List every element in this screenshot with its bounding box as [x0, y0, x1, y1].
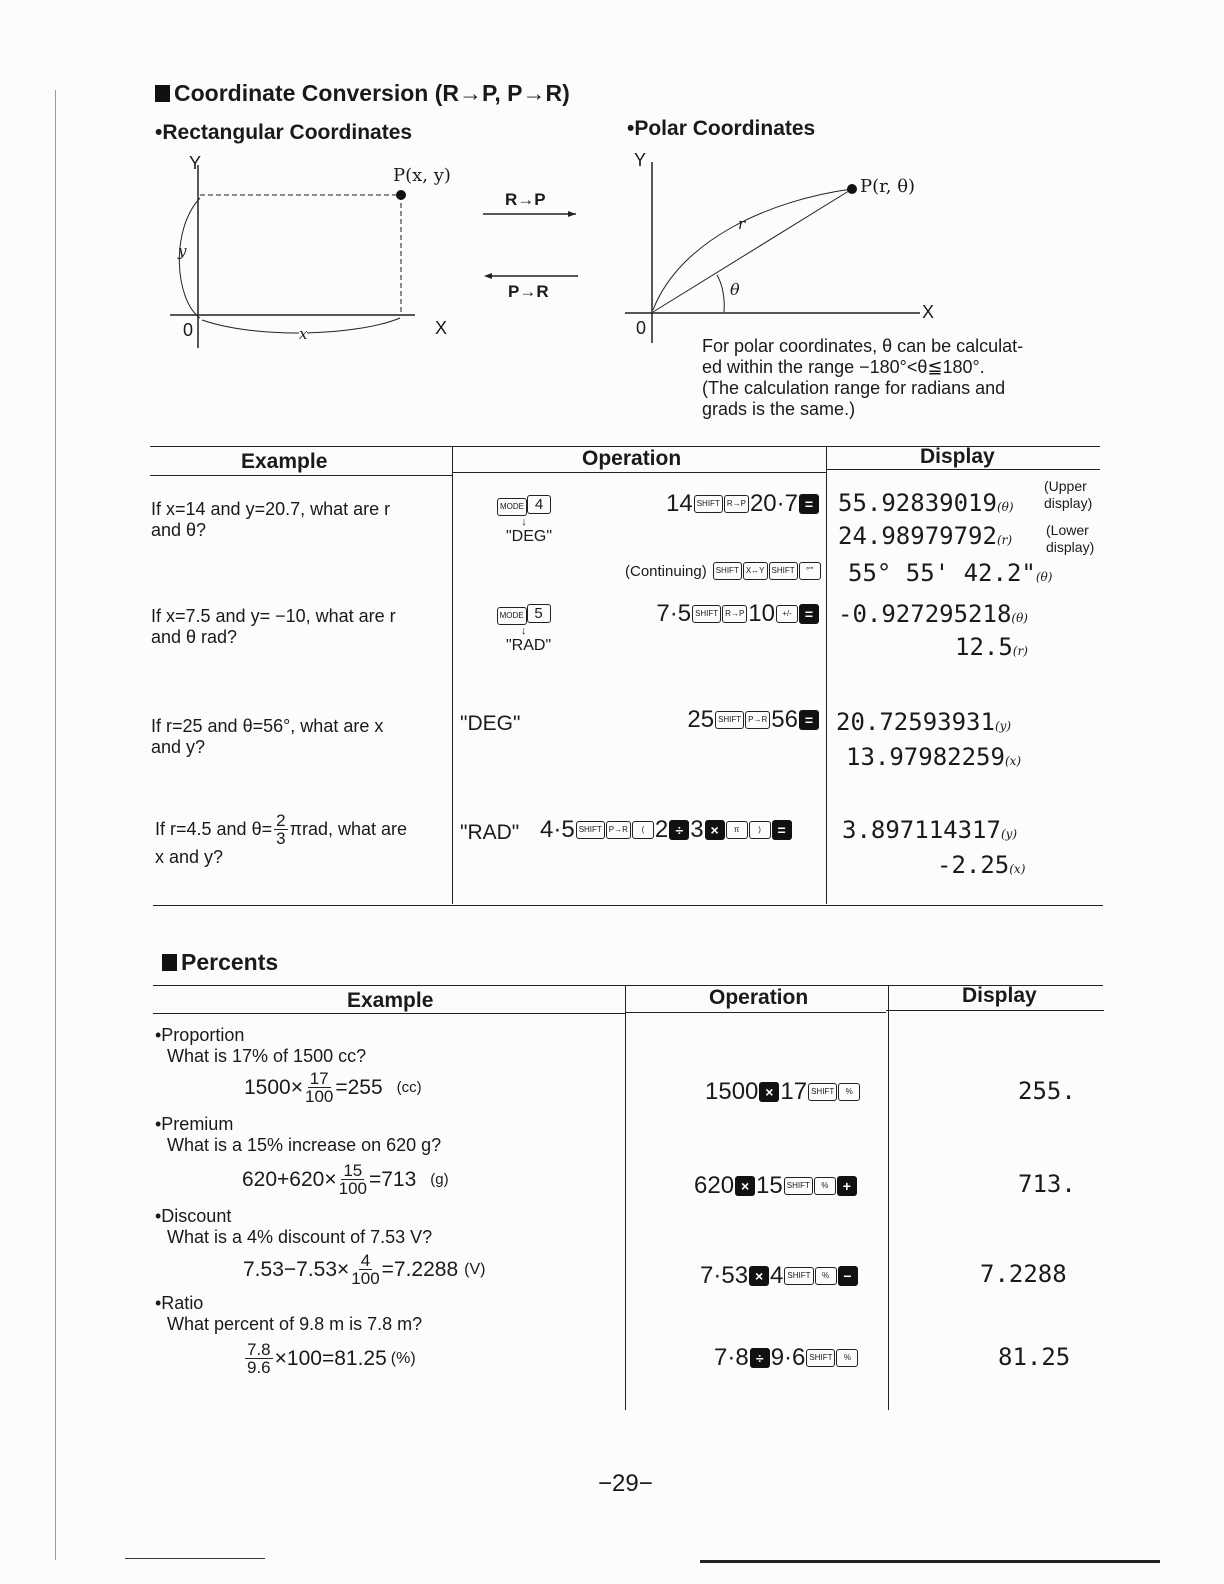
operator-key: ×	[705, 820, 725, 840]
digit-input: 4	[770, 1262, 784, 1289]
display-value: 20.72593931(y)	[836, 708, 1012, 736]
rect-point-label: P(x, y)	[393, 165, 451, 186]
rect-x-axis-label: X	[435, 318, 448, 338]
equation: 1500× $\frac{17}{100}$ =255 (cc)	[244, 1069, 422, 1106]
rect-y-length-label: y	[178, 242, 187, 260]
operator-key: ×	[749, 1266, 769, 1286]
mode-label: "RAD"	[460, 821, 520, 844]
mode-rad-indicator: MODE 5 ↓ "RAD"	[496, 604, 551, 655]
mode-key: MODE	[497, 498, 527, 516]
calc-key: %	[814, 1177, 836, 1195]
operation-sequence	[687, 706, 819, 734]
display-value: 12.5(r)	[955, 633, 1028, 661]
calc-key: SHIFT	[692, 605, 721, 623]
operator-key: ÷	[750, 1348, 770, 1368]
polar-point-label: P(r, θ)	[860, 176, 916, 197]
calc-key: SHIFT	[769, 562, 798, 580]
key-4: 4	[527, 495, 551, 514]
operation-sequence	[666, 490, 819, 518]
calc-key: π	[726, 821, 748, 839]
display-value: 255.	[1018, 1077, 1076, 1105]
section-title-percents: Percents	[162, 949, 278, 976]
calc-key: R→P	[724, 495, 749, 513]
polar-x-axis-label: X	[922, 302, 935, 322]
r-to-p-label: R→P	[505, 190, 546, 209]
key-5: 5	[527, 604, 551, 623]
lower-display-note: (Lower display)	[1046, 522, 1095, 555]
example-text: If r=4.5 and θ= $\frac{2}{3}$ πrad, what are x and y?	[155, 811, 408, 867]
polar-range-note: For polar coordinates, θ can be calculat- ed within the range −180°<θ≦180°. (The calculation range for radians and grads is the same.)	[702, 336, 1024, 419]
mode-deg-indicator: MODE 4 ↓ "DEG"	[496, 495, 552, 546]
digit-input: 15	[756, 1172, 783, 1199]
digit-input: 10	[748, 600, 775, 627]
header-example: Example	[241, 450, 328, 473]
calc-key: SHIFT	[808, 1083, 837, 1101]
calc-key: °'"	[799, 562, 821, 580]
equation: $\frac{7.8}{9.6}$ ×100=81.25 (%)	[247, 1340, 416, 1377]
digit-input: 9·6	[770, 1344, 806, 1371]
digit-input: 620	[694, 1172, 735, 1199]
example-ratio: •Ratio What percent of 9.8 m is 7.8 m?	[155, 1293, 423, 1334]
digit-input: 7·8	[714, 1344, 749, 1371]
rect-heading: •Rectangular Coordinates	[155, 121, 413, 144]
digit-input: 14	[666, 490, 693, 517]
display-value: 13.97982259(x)	[846, 743, 1022, 771]
operation-sequence	[700, 1262, 858, 1290]
calc-key: SHIFT	[784, 1267, 813, 1285]
operation-sequence	[694, 1172, 857, 1200]
polar-heading: •Polar Coordinates	[627, 117, 816, 140]
operation-sequence	[714, 1344, 858, 1372]
calc-key: %	[838, 1083, 860, 1101]
operator-key: ÷	[669, 820, 689, 840]
polar-theta-label: θ	[730, 280, 740, 299]
operator-key: ×	[759, 1082, 779, 1102]
mode-label: "DEG"	[460, 712, 521, 735]
arrow-right-icon	[568, 211, 576, 217]
equation: 7.53−7.53× $\frac{4}{100}$ =7.2288 (V)	[243, 1251, 486, 1288]
calc-key: )	[749, 821, 771, 839]
p-to-r-label: P→R	[508, 282, 549, 301]
example-text: If x=14 and y=20.7, what are r and θ?	[151, 499, 391, 540]
example-discount: •Discount What is a 4% discount of 7.53 V?	[155, 1206, 433, 1247]
digit-input: 2	[654, 816, 669, 843]
calc-key: X↔Y	[743, 562, 768, 580]
rect-y-axis-label: Y	[189, 153, 202, 173]
operation-sequence	[705, 1078, 860, 1106]
digit-input: 20·7	[749, 490, 798, 517]
calc-key: (	[632, 821, 654, 839]
calc-key: SHIFT	[784, 1177, 813, 1195]
display-value: -0.927295218(θ)	[838, 600, 1028, 628]
digit-input: 56	[771, 706, 798, 733]
upper-display-note: (Upper display)	[1044, 478, 1093, 511]
digit-input: 7·53	[700, 1262, 749, 1289]
header-operation: Operation	[709, 986, 809, 1009]
operator-key: =	[772, 820, 792, 840]
operation-sequence	[656, 600, 819, 628]
operation-sequence	[540, 816, 792, 844]
operator-key: +	[837, 1176, 857, 1196]
operator-key: =	[799, 710, 819, 730]
calc-key: SHIFT	[806, 1349, 835, 1367]
polar-r-label: r	[738, 215, 746, 233]
calc-key: %	[836, 1349, 858, 1367]
digit-input: 3	[690, 816, 704, 843]
polar-origin-label: 0	[636, 318, 647, 338]
header-operation: Operation	[582, 447, 682, 470]
calc-key: +/-	[776, 605, 798, 623]
rect-x-length-label: x	[299, 325, 308, 343]
calc-key: SHIFT	[694, 495, 723, 513]
operator-key: =	[799, 604, 819, 624]
operator-key: =	[799, 494, 819, 514]
calc-key: SHIFT	[713, 562, 742, 580]
header-display: Display	[920, 445, 995, 468]
conversion-arrows	[482, 206, 582, 282]
continuing-operation: (Continuing) SHIFT X↔Y SHIFT °'"	[625, 562, 821, 580]
mode-key: MODE	[497, 607, 527, 625]
digit-input: 7·5	[656, 600, 692, 627]
header-example: Example	[347, 989, 434, 1012]
digit-input: 1500	[705, 1078, 759, 1105]
example-text: If x=7.5 and y= −10, what are r and θ rad?	[151, 606, 396, 647]
display-value: 3.897114317(y)	[842, 816, 1018, 844]
display-value: 81.25	[998, 1343, 1071, 1371]
example-premium: •Premium What is a 15% increase on 620 g?	[155, 1114, 442, 1155]
display-value: -2.25(x)	[937, 851, 1026, 879]
operator-key: ×	[735, 1176, 755, 1196]
rect-origin-label: 0	[183, 320, 194, 340]
display-value: 55° 55' 42.2"(θ)	[848, 559, 1053, 587]
equation: 620+620× $\frac{15}{100}$ =713 (g)	[242, 1161, 449, 1198]
calc-key: SHIFT	[576, 821, 605, 839]
arrow-left-icon	[484, 273, 492, 279]
calc-key: P→R	[745, 711, 770, 729]
calc-key: %	[815, 1267, 837, 1285]
display-value: 7.2288	[980, 1260, 1067, 1288]
operator-key: −	[838, 1266, 858, 1286]
display-value: 24.98979792(r)	[838, 522, 1013, 550]
digit-input: 25	[687, 706, 715, 733]
example-proportion: •Proportion What is 17% of 1500 cc?	[155, 1025, 367, 1066]
calc-key: P→R	[606, 821, 631, 839]
display-value: 55.92839019(θ)	[838, 489, 1014, 517]
example-text: If r=25 and θ=56°, what are x and y?	[151, 716, 384, 757]
display-value: 713.	[1018, 1170, 1076, 1198]
header-display: Display	[962, 984, 1037, 1007]
section-title-coordinate-conversion: Coordinate Conversion (R→P, P→R)	[155, 80, 570, 107]
page-number: −29−	[598, 1470, 653, 1497]
calc-key: SHIFT	[715, 711, 744, 729]
polar-y-axis-label: Y	[634, 150, 647, 170]
digit-input: 17	[780, 1078, 808, 1105]
calc-key: R→P	[722, 605, 747, 623]
digit-input: 4·5	[540, 816, 575, 843]
